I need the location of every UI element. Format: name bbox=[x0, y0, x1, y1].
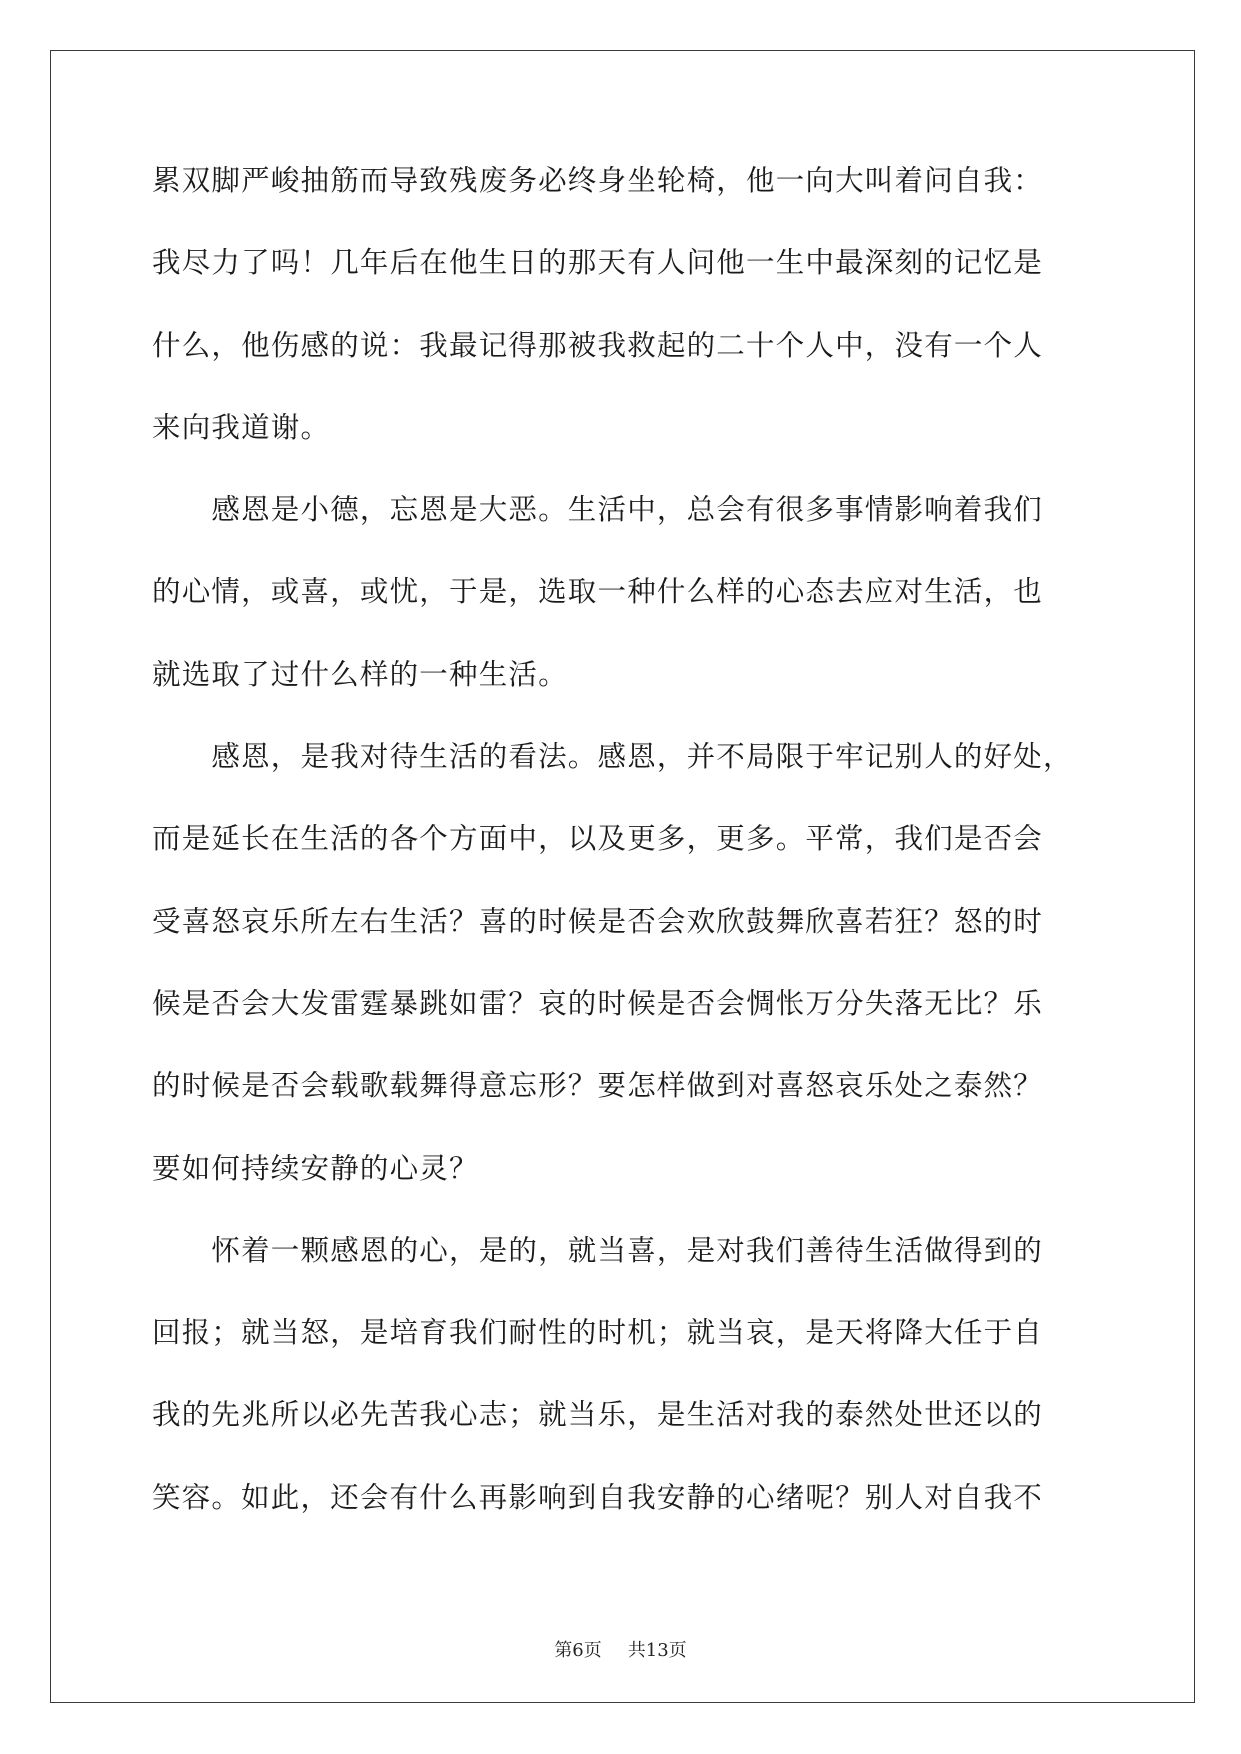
page-footer bbox=[0, 1636, 1241, 1662]
text-line: 就选取了过什么样的一种生活。 bbox=[152, 657, 568, 691]
text-line: 我尽力了吗！几年后在他生日的那天有人问他一生中最深刻的记忆是 bbox=[152, 246, 1044, 280]
text-line: 的时候是否会载歌载舞得意忘形？要怎样做到对喜怒哀乐处之泰然？ bbox=[152, 1069, 1044, 1103]
page-total: 共13页 bbox=[627, 1640, 687, 1661]
text-line: 要如何持续安静的心灵？ bbox=[152, 1151, 479, 1185]
text-line: 怀着一颗感恩的心，是的，就当喜，是对我们善待生活做得到的 bbox=[152, 1233, 1044, 1267]
text-line: 笑容。如此，还会有什么再影响到自我安静的心绪呢？别人对自我不 bbox=[152, 1480, 1044, 1514]
text-line: 累双脚严峻抽筋而导致残废务必终身坐轮椅，他一向大叫着问自我： bbox=[152, 164, 1044, 197]
text-line: 候是否会大发雷霆暴跳如雷？哀的时候是否会惆怅万分失落无比？乐 bbox=[152, 986, 1044, 1020]
text-line: 感恩，是我对待生活的看法。感恩，并不局限于牢记别人的好处， bbox=[152, 740, 1073, 774]
text-line: 什么，他伤感的说：我最记得那被我救起的二十个人中，没有一个人 bbox=[152, 328, 1044, 362]
text-line: 受喜怒哀乐所左右生活？喜的时候是否会欢欣鼓舞欣喜若狂？怒的时 bbox=[152, 904, 1044, 938]
text-line: 感恩是小德，忘恩是大恶。生活中，总会有很多事情影响着我们 bbox=[152, 493, 1044, 527]
text-line: 而是延长在生活的各个方面中，以及更多，更多。平常，我们是否会 bbox=[152, 822, 1044, 856]
document-body bbox=[152, 164, 1092, 1563]
text-line: 回报；就当怒，是培育我们耐性的时机；就当哀，是天将降大任于自 bbox=[152, 1316, 1044, 1350]
page-number: 第6页 bbox=[554, 1640, 602, 1661]
text-line: 的心情，或喜，或忧，于是，选取一种什么样的心态去应对生活，也 bbox=[152, 575, 1044, 609]
text-line: 我的先兆所以必先苦我心志；就当乐，是生活对我的泰然处世还以的 bbox=[152, 1398, 1044, 1432]
text-line: 来向我道谢。 bbox=[152, 410, 331, 444]
